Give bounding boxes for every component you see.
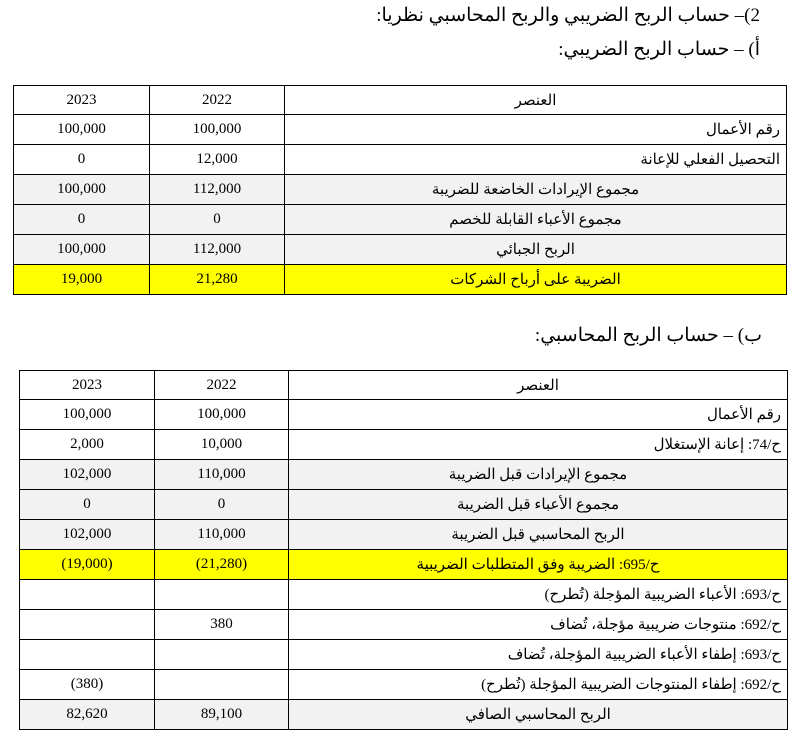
cell-value-2022: 100,000 bbox=[150, 115, 285, 145]
table-row bbox=[20, 700, 788, 730]
column-header-2023: 2023 bbox=[20, 371, 155, 400]
table-row bbox=[14, 115, 787, 145]
cell-item-label: الربح المحاسبي الصافي bbox=[289, 700, 788, 730]
cell-value-2022: (21,280) bbox=[155, 550, 289, 580]
cell-item-label: ح/692: إطفاء المنتوجات الضريبية المؤجلة (تُطرح) bbox=[289, 670, 788, 700]
table-row bbox=[20, 550, 788, 580]
cell-value-2022: 10,000 bbox=[155, 430, 289, 460]
cell-value-2023 bbox=[20, 640, 155, 670]
cell-item-label: مجموع الإيرادات الخاضعة للضريبة bbox=[285, 175, 787, 205]
cell-value-2022: 112,000 bbox=[150, 175, 285, 205]
table-header-row bbox=[20, 371, 788, 400]
cell-value-2022: 12,000 bbox=[150, 145, 285, 175]
cell-item-label: التحصيل الفعلي للإعانة bbox=[285, 145, 787, 175]
table-row bbox=[14, 145, 787, 175]
table-row bbox=[14, 175, 787, 205]
cell-value-2023: 100,000 bbox=[14, 175, 150, 205]
cell-value-2023: 0 bbox=[14, 205, 150, 235]
cell-value-2023: 0 bbox=[20, 490, 155, 520]
cell-item-label: الضريبة على أرباح الشركات bbox=[285, 265, 787, 295]
cell-value-2022 bbox=[155, 640, 289, 670]
table-row bbox=[20, 520, 788, 550]
cell-value-2022: 0 bbox=[155, 490, 289, 520]
cell-item-label: ح/692: منتوجات ضريبية مؤجلة، تُضاف bbox=[289, 610, 788, 640]
cell-value-2022: 21,280 bbox=[150, 265, 285, 295]
cell-item-label: ح/693: إطفاء الأعباء الضريبية المؤجلة، تُضاف bbox=[289, 640, 788, 670]
cell-value-2022 bbox=[155, 580, 289, 610]
cell-value-2023: (19,000) bbox=[20, 550, 155, 580]
cell-value-2023: (380) bbox=[20, 670, 155, 700]
cell-item-label: رقم الأعمال bbox=[285, 115, 787, 145]
cell-item-label: ح/693: الأعباء الضريبية المؤجلة (تُطرح) bbox=[289, 580, 788, 610]
table-header-row bbox=[14, 86, 787, 115]
cell-item-label: ح/74: إعانة الإستغلال bbox=[289, 430, 788, 460]
column-header-2022: 2022 bbox=[150, 86, 285, 115]
cell-value-2023: 102,000 bbox=[20, 520, 155, 550]
cell-value-2023: 82,620 bbox=[20, 700, 155, 730]
cell-value-2023 bbox=[20, 610, 155, 640]
cell-item-label: ح/695: الضريبة وفق المتطلبات الضريبية bbox=[289, 550, 788, 580]
column-header-2022: 2022 bbox=[155, 371, 289, 400]
table-row bbox=[20, 460, 788, 490]
table-row bbox=[20, 580, 788, 610]
cell-value-2022: 89,100 bbox=[155, 700, 289, 730]
section-heading-main: 2)– حساب الربح الضريبي والربح المحاسبي نظريا: bbox=[376, 5, 760, 26]
cell-value-2023: 100,000 bbox=[14, 115, 150, 145]
section-heading-accounting-profit: ب) – حساب الربح المحاسبي: bbox=[534, 325, 762, 346]
cell-value-2023: 2,000 bbox=[20, 430, 155, 460]
cell-value-2022: 0 bbox=[150, 205, 285, 235]
column-header-item: العنصر bbox=[285, 86, 787, 115]
table-row bbox=[20, 670, 788, 700]
cell-value-2022: 380 bbox=[155, 610, 289, 640]
table-row bbox=[20, 430, 788, 460]
column-header-2023: 2023 bbox=[14, 86, 150, 115]
table-row bbox=[20, 610, 788, 640]
table-row bbox=[20, 640, 788, 670]
table-row bbox=[14, 265, 787, 295]
cell-value-2022: 110,000 bbox=[155, 460, 289, 490]
cell-item-label: مجموع الأعباء قبل الضريبة bbox=[289, 490, 788, 520]
accounting-profit-table bbox=[19, 370, 788, 730]
cell-value-2023: 100,000 bbox=[20, 400, 155, 430]
tax-profit-table bbox=[13, 85, 787, 295]
cell-item-label: الربح المحاسبي قبل الضريبة bbox=[289, 520, 788, 550]
cell-item-label: مجموع الإيرادات قبل الضريبة bbox=[289, 460, 788, 490]
cell-value-2022: 110,000 bbox=[155, 520, 289, 550]
table-row bbox=[14, 205, 787, 235]
cell-item-label: الربح الجبائي bbox=[285, 235, 787, 265]
cell-item-label: رقم الأعمال bbox=[289, 400, 788, 430]
cell-value-2023: 0 bbox=[14, 145, 150, 175]
cell-value-2023 bbox=[20, 580, 155, 610]
table-row bbox=[20, 490, 788, 520]
cell-value-2022: 112,000 bbox=[150, 235, 285, 265]
cell-value-2022: 100,000 bbox=[155, 400, 289, 430]
cell-value-2023: 102,000 bbox=[20, 460, 155, 490]
column-header-item: العنصر bbox=[289, 371, 788, 400]
table-row bbox=[20, 400, 788, 430]
cell-item-label: مجموع الأعباء القابلة للخصم bbox=[285, 205, 787, 235]
table-row bbox=[14, 235, 787, 265]
cell-value-2023: 100,000 bbox=[14, 235, 150, 265]
section-heading-tax-profit: أ) – حساب الربح الضريبي: bbox=[558, 39, 760, 60]
cell-value-2022 bbox=[155, 670, 289, 700]
cell-value-2023: 19,000 bbox=[14, 265, 150, 295]
